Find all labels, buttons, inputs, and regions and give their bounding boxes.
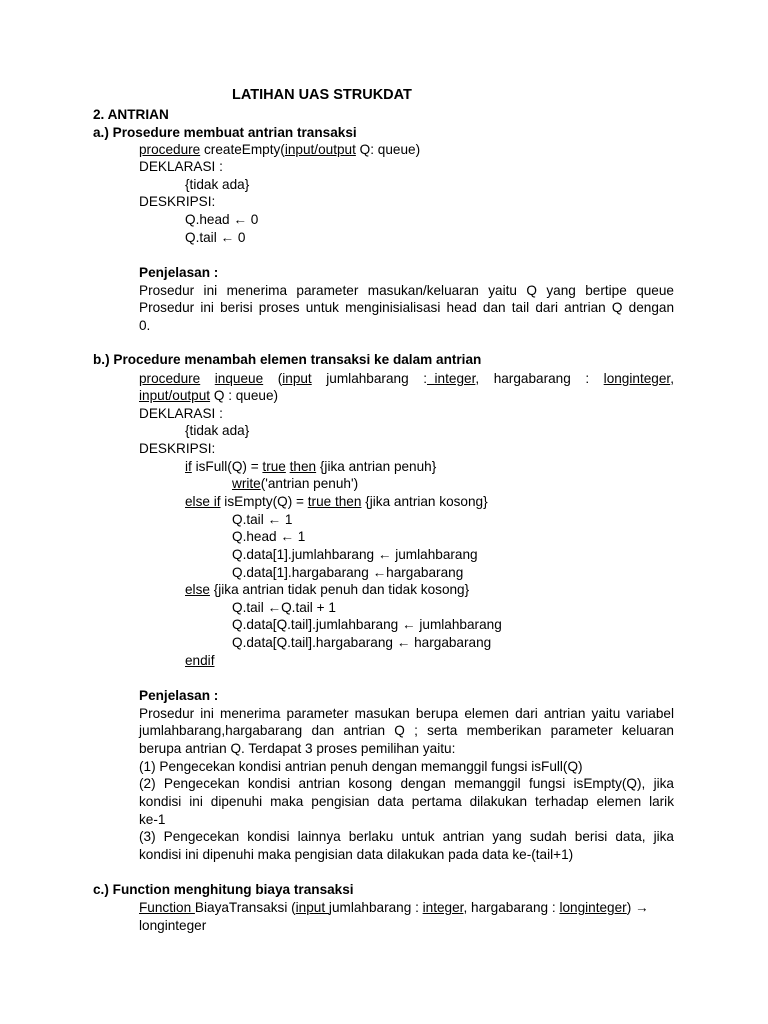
keyword-input: input [295, 900, 329, 915]
code-line-write: write('antrian penuh') [232, 476, 359, 491]
code-line: Q.data[Q.tail].jumlahbarang ← jumlahbarang [232, 617, 502, 632]
code-line: Q.head ← 0 [185, 212, 259, 227]
param-text: Q : queue) [210, 388, 279, 403]
deklarasi-label: DEKLARASI : [139, 406, 223, 421]
type-longinteger: longinteger [559, 900, 627, 915]
type-longinteger: longinteger [603, 371, 671, 386]
keyword-input-output: input/output [139, 388, 211, 403]
paragraph-line: (2) Pengecekan kondisi antrian kosong dengan memanggil fungsi isEmpty(Q), jika [139, 776, 674, 791]
type-integer: integer [422, 900, 464, 915]
keyword-input: input [282, 371, 312, 386]
code-line: Q.data[1].jumlahbarang ← jumlahbarang [232, 547, 478, 562]
document-title: LATIHAN UAS STRUKDAT [232, 87, 412, 103]
signature-b-line2 [139, 387, 278, 405]
keyword-if: if [185, 459, 192, 474]
paragraph-line: ke-1 [139, 812, 166, 827]
param-text: hargabarang [493, 371, 571, 386]
paren: ( [277, 371, 283, 386]
keyword-procedure: procedure [139, 371, 201, 386]
paragraph-line: jumlahbarang,hargabarang dan antrian Q ; serta memberikan parameter keluaran [139, 723, 674, 738]
code-line: Q.data[1].hargabarang ←hargabarang [232, 565, 464, 580]
paragraph-line: Prosedur ini berisi proses untuk menginisialisasi head dan tail dari antrian Q dengan [139, 300, 674, 315]
deklarasi-label: DEKLARASI : [139, 159, 223, 174]
keyword-then: then [289, 459, 317, 474]
section-heading: 2. ANTRIAN [93, 107, 169, 122]
penjelasan-label: Penjelasan : [139, 688, 219, 703]
tidak-ada-text: {tidak ada} [185, 423, 250, 438]
keyword-else-if: else if [185, 494, 221, 509]
deskripsi-label: DESKRIPSI: [139, 194, 216, 209]
heading-a: a.) Prosedure membuat antrian transaksi [93, 125, 357, 140]
keyword-endif: endif [185, 653, 215, 668]
tidak-ada-text: {tidak ada} [185, 177, 250, 192]
param-text: jumlahbarang [326, 371, 409, 386]
param-text: Q: queue) [355, 142, 421, 157]
code-line: Q.tail ← 0 [185, 230, 246, 245]
paragraph-line: berupa antrian Q. Terdapat 3 proses pemilihan yaitu: [139, 741, 456, 756]
code-line: Q.head ← 1 [232, 529, 306, 544]
param-group: : integer, [423, 371, 480, 386]
signature-b-line1 [139, 370, 674, 388]
keyword-procedure: procedure [139, 142, 201, 157]
paragraph-line: Prosedur ini menerima parameter masukan/keluaran yaitu Q yang bertipe queue [139, 283, 674, 298]
signature-a [139, 141, 420, 159]
paragraph-line: Prosedur ini menerima parameter masukan berupa elemen dari antrian yaitu variabel [139, 706, 674, 721]
procedure-name: createEmpty( [200, 142, 285, 157]
keyword-write: write [232, 476, 261, 491]
return-type: longinteger [139, 918, 207, 933]
function-name: BiayaTransaksi ( [194, 900, 296, 915]
keyword-else: else [185, 582, 210, 597]
keyword-function: Function [139, 900, 195, 915]
code-line-else: else {jika antrian tidak penuh dan tidak kosong} [185, 582, 470, 597]
heading-c: c.) Function menghitung biaya transaksi [93, 882, 354, 897]
colon: : [585, 371, 590, 386]
deskripsi-label: DESKRIPSI: [139, 441, 216, 456]
heading-b: b.) Procedure menambah elemen transaksi ke dalam antrian [93, 352, 482, 367]
type-integer: integer [434, 371, 476, 386]
paragraph-line: kondisi ini dipenuhi maka pengisian data pertama dilakukan terhadap elemen larik [139, 794, 674, 809]
param-group [278, 370, 312, 388]
code-line: Q.tail ← 1 [232, 512, 293, 527]
paragraph-line: 0. [139, 318, 151, 333]
keyword-true-then: true then [307, 494, 362, 509]
code-line: Q.tail ←Q.tail + 1 [232, 600, 336, 615]
procedure-name: inqueue [214, 371, 264, 386]
paragraph-line: (1) Pengecekan kondisi antrian penuh dengan memanggil fungsi isFull(Q) [139, 759, 583, 774]
code-line-if: if isFull(Q) = true then {jika antrian penuh} [185, 459, 437, 474]
signature-c-line1: Function BiayaTransaksi (input jumlahbarang : integer, hargabarang : longinteger) → [139, 900, 649, 915]
paragraph-line: kondisi ini dipenuhi maka pengisian data dilakukan pada data ke-(tail+1) [139, 847, 574, 862]
keyword-input-output: input/output [284, 142, 356, 157]
penjelasan-label: Penjelasan : [139, 265, 219, 280]
code-line: Q.data[Q.tail].hargabarang ← hargabarang [232, 635, 492, 650]
param-group: longinteger, [603, 371, 674, 386]
paragraph-line: (3) Pengecekan kondisi lainnya berlaku untuk antrian yang sudah berisi data, jika [139, 829, 674, 844]
code-line-else-if: else if isEmpty(Q) = true then {jika antrian kosong} [185, 494, 488, 509]
keyword-true: true [262, 459, 286, 474]
